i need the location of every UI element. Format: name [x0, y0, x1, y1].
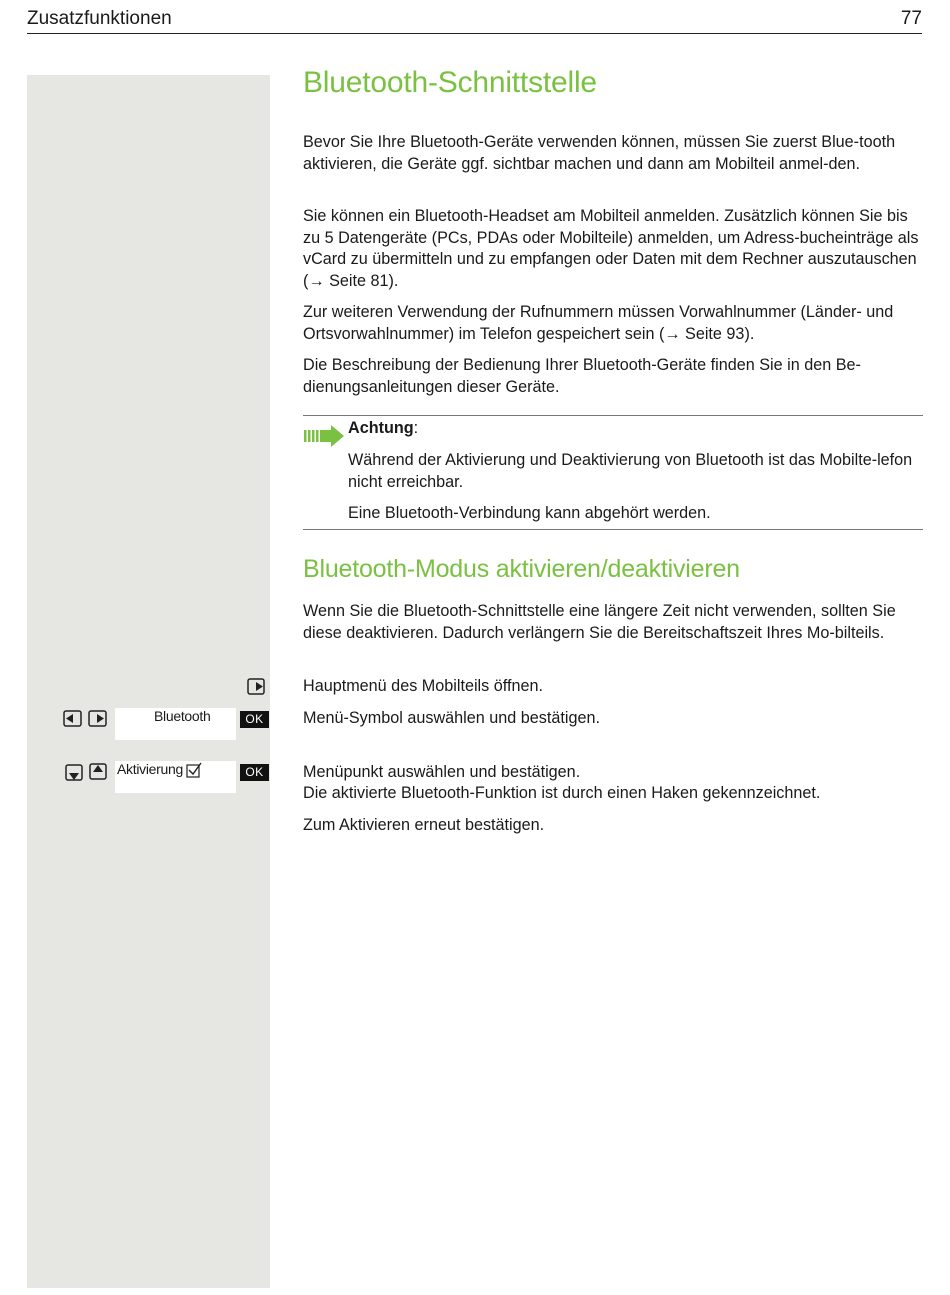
step-3-detail: Die aktivierte Bluetooth-Funktion ist durch einen Haken gekennzeichnet. [303, 784, 821, 802]
display-bluetooth [115, 708, 236, 740]
checkbox-checked-icon [186, 762, 203, 779]
display-label: Bluetooth [154, 708, 211, 724]
page-header [27, 6, 922, 34]
nav-left-icon [63, 710, 83, 728]
page-number: 77 [900, 8, 922, 29]
note-title: Achtung: [348, 419, 419, 437]
attention-arrow-icon [303, 424, 345, 448]
note-line-2: Eine Bluetooth-Verbindung kann abgehört werden. [348, 504, 711, 522]
nav-up-icon [89, 762, 109, 781]
nav-right-icon [88, 710, 108, 728]
nav-right-icon [247, 678, 267, 696]
step-1-text: Hauptmenü des Mobilteils öffnen. [303, 677, 543, 695]
ok-button[interactable]: OK [240, 764, 269, 781]
section-subtitle: Bluetooth-Modus aktivieren/deaktivieren [303, 555, 740, 583]
nav-down-icon [65, 764, 85, 783]
display-label: Aktivierung [117, 761, 183, 777]
intro-paragraph-1: Bevor Sie Ihre Bluetooth-Geräte verwenden können, müssen Sie zuerst Blue-tooth aktivieren, die Geräte ggf. sichtbar machen und dann am Mobilteil anmel-den. [303, 133, 896, 173]
step-2-text: Menü-Symbol auswählen und bestätigen. [303, 709, 600, 727]
warning-note [303, 415, 923, 530]
step-4-text: Zum Aktivieren erneut bestätigen. [303, 816, 545, 834]
intro-paragraph-4: Die Beschreibung der Bedienung Ihrer Bluetooth-Geräte finden Sie in den Be-dienungsanleitungen dieser Geräte. [303, 356, 861, 396]
page-title: Bluetooth-Schnittstelle [303, 66, 597, 99]
section-title: Zusatzfunktionen [27, 8, 172, 29]
subsection-paragraph: Wenn Sie die Bluetooth-Schnittstelle eine längere Zeit nicht verwenden, sollten Sie diese deaktivieren. Dadurch verlängern Sie die Bereitschaftszeit Ihres Mo-bilteils. [303, 602, 896, 642]
step-3-text: Menüpunkt auswählen und bestätigen. [303, 763, 581, 781]
display-aktivierung [115, 761, 236, 793]
intro-paragraph-3: Zur weiteren Verwendung der Rufnummern müssen Vorwahlnummer (Länder- und Ortsvorwahlnummer) im Telefon gespeichert sein (→ Seite 93). [303, 303, 894, 343]
note-line-1: Während der Aktivierung und Deaktivierung von Bluetooth ist das Mobilte-lefon nicht erreichbar. [348, 451, 913, 491]
ok-button[interactable]: OK [240, 711, 269, 728]
intro-paragraph-2: Sie können ein Bluetooth-Headset am Mobilteil anmelden. Zusätzlich können Sie bis zu 5 Datengeräte (PCs, PDAs oder Mobilteile) anmelden, um Adress-bucheinträge als vCard zu übermitteln und zu empfangen oder Daten mit dem Rechner auszutauschen (→ Seite 81). [303, 207, 919, 290]
left-margin-column [27, 75, 270, 1288]
